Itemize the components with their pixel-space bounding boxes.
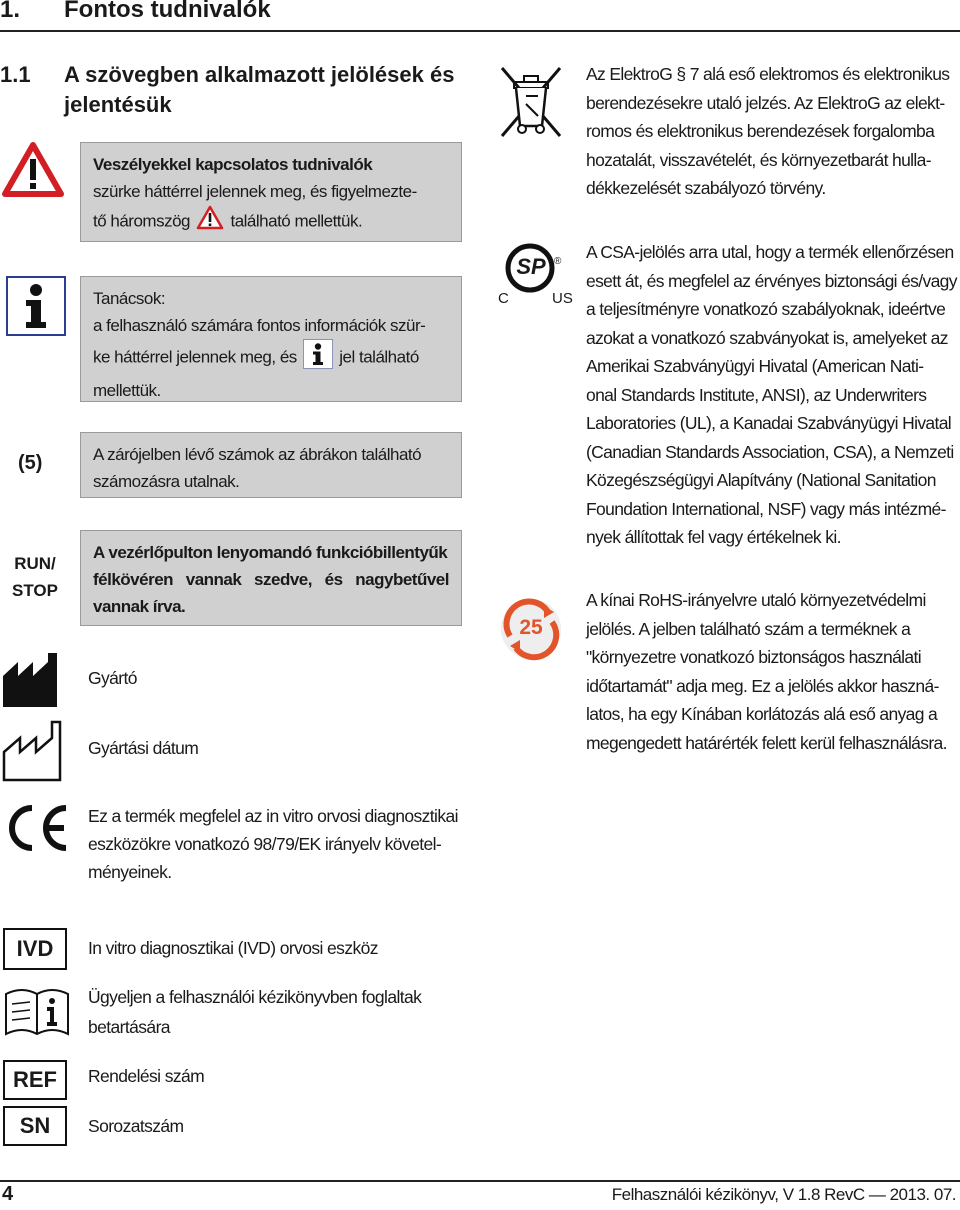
weee-line2: berendezésekre utaló jelzés. Az ElektroG az elekt- [586,92,945,113]
parens-box-line2: számozásra utalnak. [93,472,240,491]
rohs-line1: A kínai RoHS-irányelvre utaló környezetvédelmi [586,590,926,610]
csa-line8: (Canadian Standards Association, CSA), a Nemzeti [586,441,954,462]
header-rule [0,30,960,32]
ce-mark-icon [0,800,72,861]
csa-line7: Laboratories (UL), a Kanadai Szabványügyi Hivatal [586,413,952,433]
section-number: 1.1 [0,62,31,87]
warning-triangle-icon [2,142,64,203]
manufacturer-icon [2,652,66,713]
chapter-title: Fontos tudnivalók [64,0,271,23]
ivd-icon-text: IVD [16,936,54,961]
csa-line4: azokat a vonatkozó szabványokat is, amelyeket az [586,327,948,348]
warning-box-line2: szürke háttérrel jelennek meg, és figyelmezte- [93,182,417,201]
sn-icon-text: SN [19,1113,51,1138]
section-title-line1: A szövegben alkalmazott jelölések és [64,62,455,87]
run-stop-line2: STOP [12,581,58,600]
csa-line10: Foundation International, NSF) vagy más intézmé- [586,498,946,519]
manual-line2: betartására [88,1017,170,1037]
csa-description [586,238,960,552]
info-icon [6,276,66,341]
info-small-icon [303,339,333,377]
tips-box-line1: Tanácsok: [93,289,166,308]
ce-description [88,802,468,886]
ivd-icon [3,928,67,970]
chapter-number: 1. [0,0,21,23]
ref-icon-text: REF [13,1067,57,1092]
rohs-line6: megengedett határérték felett kerül felhasználásra. [586,732,947,753]
run-stop-key-example [12,550,58,604]
parens-box-line1: A zárójelben lévő számok az ábrákon található [93,445,422,464]
weee-line5: dékkezelését szabályozó törvény. [586,178,826,198]
ivd-label: In vitro diagnosztikai (IVD) orvosi eszköz [88,938,378,958]
csa-line6: onal Standards Institute, ANSI), az Underwriters [586,384,927,405]
tips-box-line2: a felhasználó számára fontos információk szür- [93,316,426,335]
warning-info-box [80,142,462,242]
figure-number-info-box [80,432,462,498]
csa-line5: Amerikai Szabványügyi Hivatal (American Nati- [586,356,924,376]
tips-box-line3a: ke háttérrel jelennek meg, és [93,347,297,367]
run-stop-line1: RUN/ [14,554,56,573]
consult-manual-icon [2,984,72,1043]
warning-triangle-small-icon [196,205,224,239]
section-title-line2: jelentésük [64,92,172,117]
csa-mark-us: US [552,290,573,307]
rohs-line5: latos, ha egy Kínában korlátozás alá eső anyag a [586,704,938,724]
manual-line1: Ügyeljen a felhasználói kézikönyvben foglaltak [88,987,422,1007]
rohs-line3: "környezetre vonatkozó biztonságos használati [586,647,921,667]
weee-crossed-bin-icon [498,64,564,145]
page-number: 4 [2,1183,14,1205]
ce-line2: eszközökre vonatkozó 98/79/EK irányelv követel- [88,834,442,854]
manufacture-date-icon [2,720,68,787]
footer-text: Felhasználói kézikönyv, V 1.8 RevC — 2013. 07. [611,1185,956,1204]
figure-number-example: (5) [18,452,43,474]
weee-line3: romos és elektronikus berendezések forgalomba [586,121,935,141]
ce-line1: Ez a termék megfelel az in vitro orvosi diagnosztikai [88,806,458,826]
keys-box-line2: félkövéren vannak szedve, és nagybetűvel [93,570,449,589]
warning-box-line3 [93,205,449,239]
csa-mark-icon [496,240,576,312]
weee-line4: hozatalát, visszavételét, és környezetbarát hulla- [586,149,931,170]
rohs-line4: időtartamát" adja meg. Ez a jelölés akkor haszná- [586,675,939,696]
section-title [64,60,464,120]
rohs-number: 25 [519,616,543,639]
keys-box-line3: vannak írva. [93,597,186,616]
ce-line3: ményeinek. [88,862,172,882]
weee-line1: Az ElektroG § 7 alá eső elektromos és elektronikus [586,64,950,84]
csa-mark-center: SP [516,254,546,279]
warning-box-line3a: tő háromszög [93,211,190,231]
csa-line3: a teljesítményre vonatkozó szabályoknak, ideértve [586,299,946,319]
csa-mark-c: C [498,290,509,307]
footer-rule [0,1180,960,1182]
function-keys-info-box [80,530,462,626]
ref-icon [3,1060,67,1100]
consult-manual-description [88,982,468,1042]
tips-box-line4: mellettük. [93,381,161,400]
tips-box-line3b: jel található [339,347,419,367]
tips-info-box [80,276,462,402]
ref-label: Rendelési szám [88,1066,205,1086]
sn-label: Sorozatszám [88,1116,184,1136]
csa-line1: A CSA-jelölés arra utal, hogy a termék ellenőrzésen [586,242,954,262]
manufacturer-label: Gyártó [88,668,137,688]
sn-icon [3,1106,67,1146]
rohs-line2: jelölés. A jelben található szám a terméknek a [586,618,911,639]
csa-line2: esett át, és megfelel az érvényes biztonsági és/vagy [586,270,957,291]
rohs-25-icon [498,596,564,662]
warning-box-line3b: található mellettük. [230,211,363,231]
csa-line11: nyek állítottak fel vagy értékelnek ki. [586,527,841,547]
tips-box-line3 [93,339,449,377]
warning-box-line1: Veszélyekkel kapcsolatos tudnivalók [93,155,373,174]
keys-box-line1: A vezérlőpulton lenyomandó funkcióbillentyűk [93,543,448,562]
weee-description [586,60,960,203]
csa-line9: Közegészségügyi Alapítvány (National Sanitation [586,470,936,490]
csa-mark-reg: ® [554,256,562,267]
rohs-description [586,586,960,757]
manufacture-date-label: Gyártási dátum [88,738,199,758]
